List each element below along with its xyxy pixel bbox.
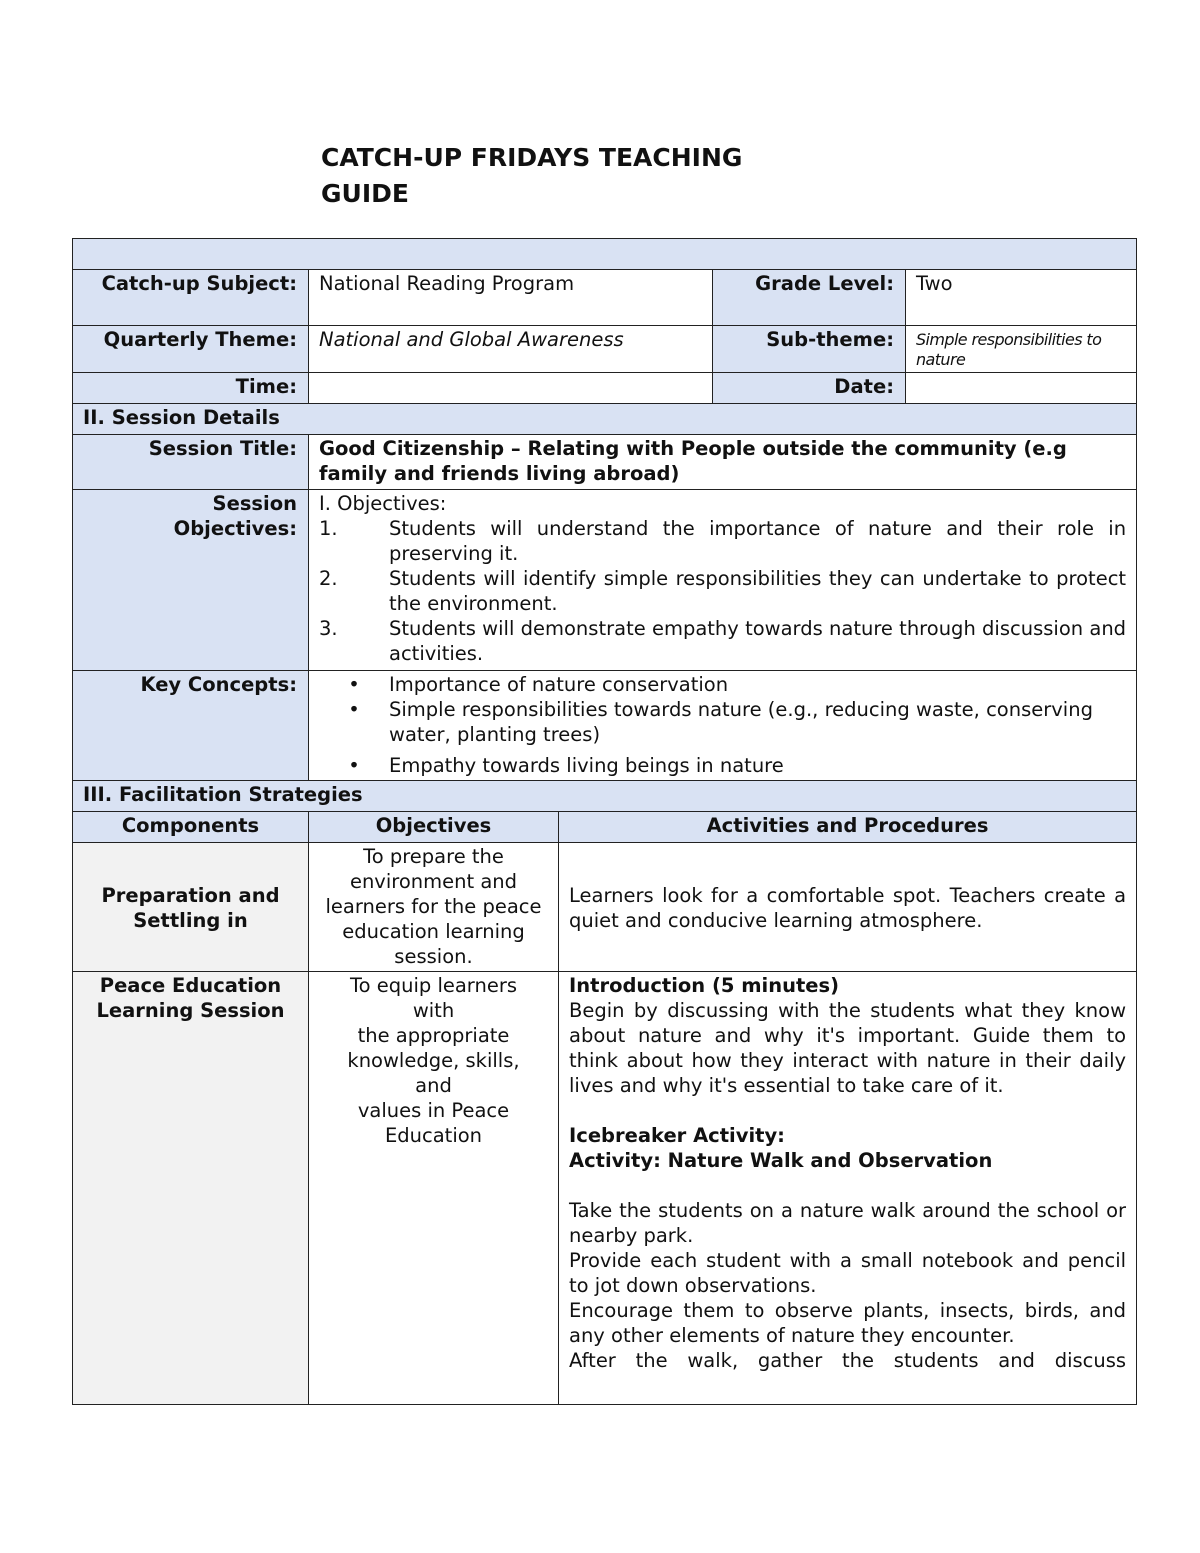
key-concept-text: Empathy towards living beings in nature: [389, 754, 784, 777]
key-concepts-cell: [309, 671, 1137, 781]
key-concepts-list: [319, 672, 1126, 778]
session-objectives-label: Session Objectives:: [73, 490, 309, 671]
title-line-2: GUIDE: [321, 179, 409, 208]
subtheme-label: Sub-theme:: [713, 326, 906, 373]
subject-row: [73, 270, 1137, 326]
date-label: Date:: [713, 373, 906, 404]
objective-text: Students will understand the importance of nature and their role in preserving it.: [389, 517, 1127, 565]
key-concept-text: Importance of nature conservation: [389, 673, 729, 696]
activity-step: Encourage them to observe plants, insects, birds, and any other elements of nature they encounter.: [569, 1299, 1127, 1347]
peace-objective-line: values in Peace: [357, 1099, 510, 1122]
objective-item: [319, 566, 1126, 616]
peace-objective-line: Education: [384, 1124, 483, 1147]
session-objectives-row: [73, 490, 1137, 671]
bullet-icon: •: [348, 754, 360, 777]
objective-number: 3.: [319, 617, 338, 640]
objective-item: [319, 616, 1126, 666]
activity-step: After the walk, gather the students and discuss: [569, 1349, 1127, 1372]
activity-step: Take the students on a nature walk around the school or nearby park.: [569, 1199, 1127, 1247]
session-title-label: Session Title:: [73, 435, 309, 490]
icebreaker-heading: Icebreaker Activity:: [569, 1124, 785, 1147]
session-title-row: [73, 435, 1137, 490]
col-header-activities: Activities and Procedures: [559, 812, 1137, 843]
objective-text: Students will demonstrate empathy towards nature through discussion and activities.: [389, 617, 1127, 665]
grade-value: Two: [906, 270, 1137, 326]
objective-item: [319, 516, 1126, 566]
spacer: [569, 1098, 1126, 1123]
peace-objective-line: with: [412, 999, 455, 1022]
spacer: [569, 1173, 1126, 1198]
session-objectives-cell: [309, 490, 1137, 671]
subject-value: National Reading Program: [309, 270, 713, 326]
title-line-1: CATCH-UP FRIDAYS TEACHING: [321, 143, 743, 172]
prep-activity: Learners look for a comfortable spot. Teachers create a quiet and conducive learning atmosphere.: [559, 843, 1137, 972]
objective-number: 1.: [319, 517, 338, 540]
key-concept-text: Simple responsibilities towards nature (e.g., reducing waste, conserving water, planting trees): [389, 698, 1093, 746]
prep-objective: To prepare the environment and learners for the peace education learning session.: [309, 843, 559, 972]
col-header-objectives: Objectives: [309, 812, 559, 843]
facilitation-heading: III. Facilitation Strategies: [73, 781, 1137, 812]
header-blank-row: [73, 239, 1137, 270]
date-value: [906, 373, 1137, 404]
bullet-icon: •: [348, 698, 360, 721]
facilitation-heading-row: [73, 781, 1137, 812]
peace-objective-line: the appropriate: [357, 1024, 510, 1047]
objective-text: Students will identify simple responsibilities they can undertake to protect the environment.: [389, 567, 1127, 615]
key-concepts-row: [73, 671, 1137, 781]
time-value: [309, 373, 713, 404]
bullet-icon: •: [348, 673, 360, 696]
activity-heading: Activity: Nature Walk and Observation: [569, 1149, 993, 1172]
list-item: [319, 697, 1126, 747]
teaching-guide-table: [72, 238, 1137, 1405]
intro-text: Begin by discussing with the students what they know about nature and why it's important. Guide them to think about how they interact with nature in their daily lives and why it's essential to take care of it.: [569, 999, 1127, 1097]
theme-label: Quarterly Theme:: [73, 326, 309, 373]
activity-step: Provide each student with a small notebook and pencil to jot down observations.: [569, 1249, 1127, 1297]
objective-number: 2.: [319, 567, 338, 590]
intro-heading: Introduction (5 minutes): [569, 974, 840, 997]
list-item: [319, 672, 1126, 697]
col-header-components: Components: [73, 812, 309, 843]
session-title-value: Good Citizenship – Relating with People outside the community (e.g family and friends living abroad): [309, 435, 1137, 490]
subtheme-value: Simple responsibilities to nature: [906, 326, 1137, 373]
peace-objective-line: and: [415, 1074, 452, 1097]
peace-activity-cell: [559, 972, 1137, 1405]
peace-objective-line: To equip learners: [349, 974, 518, 997]
peace-objective-cell: [309, 972, 559, 1405]
table-row: [73, 972, 1137, 1405]
grade-label: Grade Level:: [713, 270, 906, 326]
session-details-heading-row: [73, 404, 1137, 435]
session-details-heading: II. Session Details: [73, 404, 1137, 435]
subject-label: Catch-up Subject:: [73, 270, 309, 326]
peace-component: Peace Education Learning Session: [73, 972, 309, 1405]
theme-row: [73, 326, 1137, 373]
prep-component: Preparation and Settling in: [73, 843, 309, 972]
objectives-heading: I. Objectives:: [319, 492, 447, 515]
time-label: Time:: [73, 373, 309, 404]
list-item: [319, 753, 1126, 778]
strategies-header-row: [73, 812, 1137, 843]
header-blank-cell: [73, 239, 1137, 270]
peace-objective-line: knowledge, skills,: [347, 1049, 520, 1072]
theme-value: National and Global Awareness: [309, 326, 713, 373]
table-row: [73, 843, 1137, 972]
document-title: [321, 140, 841, 212]
time-date-row: [73, 373, 1137, 404]
key-concepts-label: Key Concepts:: [73, 671, 309, 781]
